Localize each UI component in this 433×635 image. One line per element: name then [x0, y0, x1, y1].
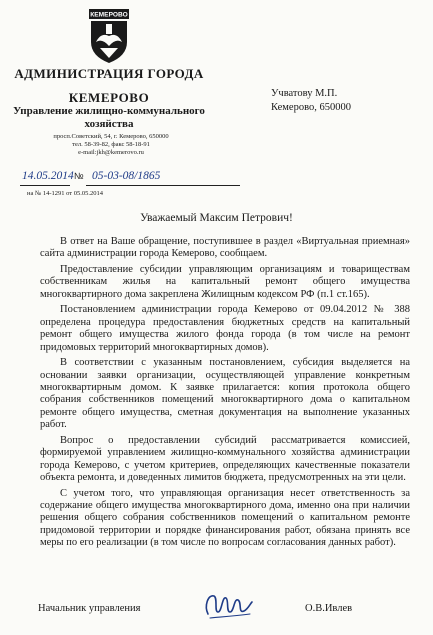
number-label: № — [74, 171, 84, 181]
outgoing-registration — [20, 170, 240, 190]
outgoing-date: 14.05.2014 — [22, 170, 74, 182]
recipient-block — [271, 87, 351, 115]
handwritten-signature — [200, 584, 256, 624]
email-line: e-mail:jkh@kemerovo.ru — [78, 149, 144, 156]
department-name: Управление жилищно-коммунального хозяйства — [13, 105, 205, 130]
organization-city: КЕМЕРОВО — [68, 90, 150, 105]
body-paragraph: С учетом того, что управляющая организация несет ответственность за содержание общего имущества многоквартирного дома, именно она при наличии решения общего собрания собственников помещений о капитальном ремонте придомовой территории и порядке финансирования работ, обязана принять все меры по его реализации (в том числе по вопросам согласования данных работ). — [40, 487, 410, 549]
crest-label: КЕМЕРОВО — [90, 11, 128, 19]
phone-line: тел. 58-39-82, факс 58-18-91 — [72, 141, 150, 148]
contact-block — [36, 133, 186, 157]
body-paragraph: Постановлением администрации города Кемерово от 09.04.2012 № 388 определена процедура предоставления бюджетных средств на капитальный ремонт общего имущества жилого фонда города (в том числе на ремонт придомовых территорий многоквартирных домов). — [40, 304, 410, 353]
body-paragraph: В соответствии с указанным постановлением, субсидия выделяется на основании заявки организации, осуществляющей управление конкретным многоквартирным домом. К заявке прилагается: копия протокола общего собрания собственников помещений многоквартирного дома о капитальном ремонте общего имущества, сметная документация на выполнение указанных работ. — [40, 357, 410, 431]
salutation: Уважаемый Максим Петрович! — [140, 212, 293, 224]
recipient-city: Кемерово, 650000 — [271, 102, 351, 113]
outgoing-number: 05-03-08/1865 — [92, 170, 161, 182]
signatory-name: О.В.Ивлев — [305, 603, 353, 614]
body-paragraph: Вопрос о предоставлении субсидий рассматривается комиссией, формируемой управлением жилищно-коммунального хозяйства администрации города Кемерово, с учетом критериев, определяющих качественные показатели объекта ремонта, и доведенных лимитов бюджета, предусмотренных на эти цели. — [40, 434, 410, 484]
recipient-name: Учватову М.П. — [271, 88, 338, 99]
body-paragraph: В ответ на Ваше обращение, поступившее в раздел «Виртуальная приемная» сайта администрации города Кемерово, сообщаем. — [40, 236, 410, 260]
city-coat-of-arms — [86, 8, 132, 64]
letter-body — [40, 236, 410, 553]
reference-line: на № 14-1291 от 05.05.2014 — [27, 190, 103, 197]
address-line: просп.Советский, 54, г. Кемерово, 650000 — [53, 133, 169, 140]
organization-title: АДМИНИСТРАЦИЯ ГОРОДА — [14, 66, 204, 81]
body-paragraph: Предоставление субсидии управляющим организациям и товариществам собственникам жилья на капитальный ремонт общего имущества многоквартирного дома закреплена Жилищным кодексом РФ (п.1 ст.165). — [40, 264, 410, 300]
signatory-role: Начальник управления — [38, 603, 141, 614]
